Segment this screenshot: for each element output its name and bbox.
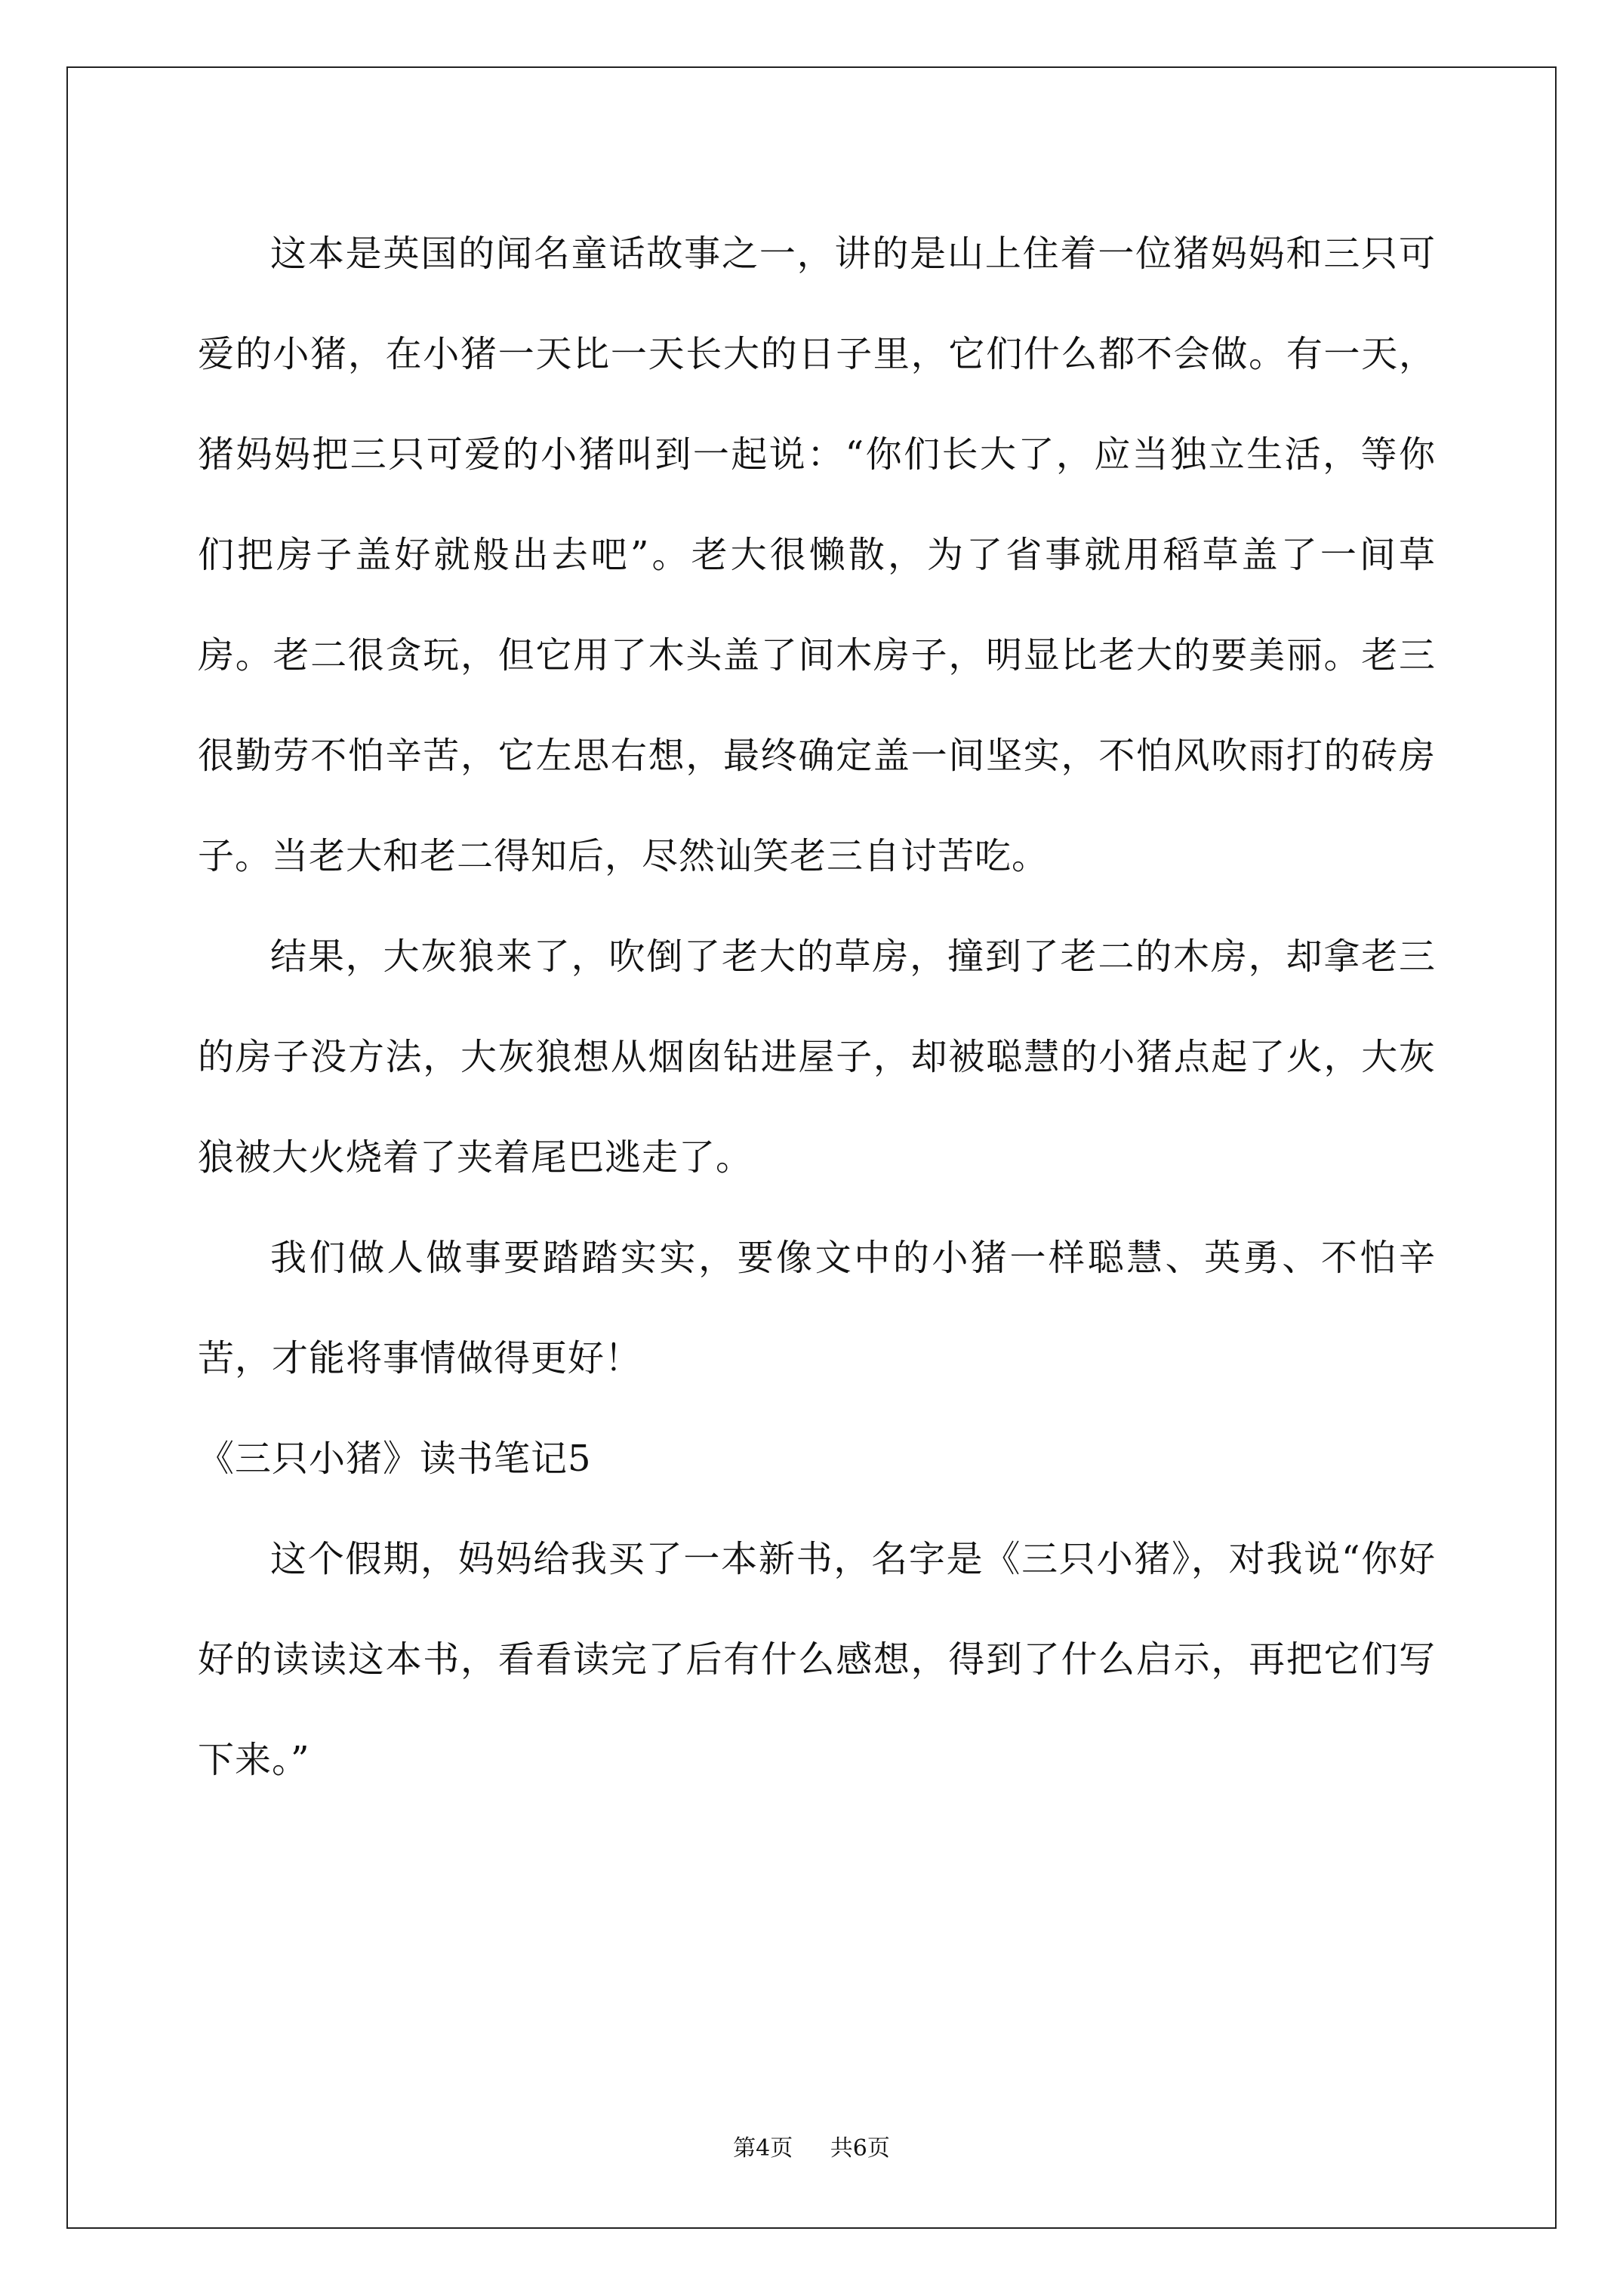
paragraph-section-intro: 这个假期，妈妈给我买了一本新书，名字是《三只小猪》，对我说“你好好的读读这本书，看看读完了后有什么感想，得到了什么启示，再把它们写下来。”: [198, 1538, 1436, 1781]
paragraph-moral: 我们做人做事要踏踏实实，要像文中的小猪一样聪慧、英勇、不怕辛苦，才能将事情做得更好！: [198, 1237, 1436, 1379]
page-number-total: 共6页: [830, 2135, 890, 2162]
paragraph-story-ending: 结果，大灰狼来了，吹倒了老大的草房，撞到了老二的木房，却拿老三的房子没方法，大灰狼想从烟囱钻进屋子，却被聪慧的小猪点起了火，大灰狼被大火烧着了夹着尾巴逃走了。: [198, 935, 1436, 1179]
document-body: [198, 204, 1436, 1811]
page-footer: [0, 2129, 1623, 2162]
section-heading: 《三只小猪》读书笔记5: [198, 1438, 592, 1480]
page-number-current: 第4页: [733, 2135, 793, 2162]
paragraph-story-summary: 这本是英国的闻名童话故事之一，讲的是山上住着一位猪妈妈和三只可爱的小猪，在小猪一天比一天长大的日子里，它们什么都不会做。有一天，猪妈妈把三只可爱的小猪叫到一起说：“你们长大了，应当独立生活，等你们把房子盖好就般出去吧”。老大很懒散，为了省事就用稻草盖了一间草房。老二很贪玩，但它用了木头盖了间木房子，明显比老大的要美丽。老三很勤劳不怕辛苦，它左思右想，最终确定盖一间坚实，不怕风吹雨打的砖房子。当老大和老二得知后，尽然讪笑老三自讨苦吃。: [198, 233, 1436, 877]
